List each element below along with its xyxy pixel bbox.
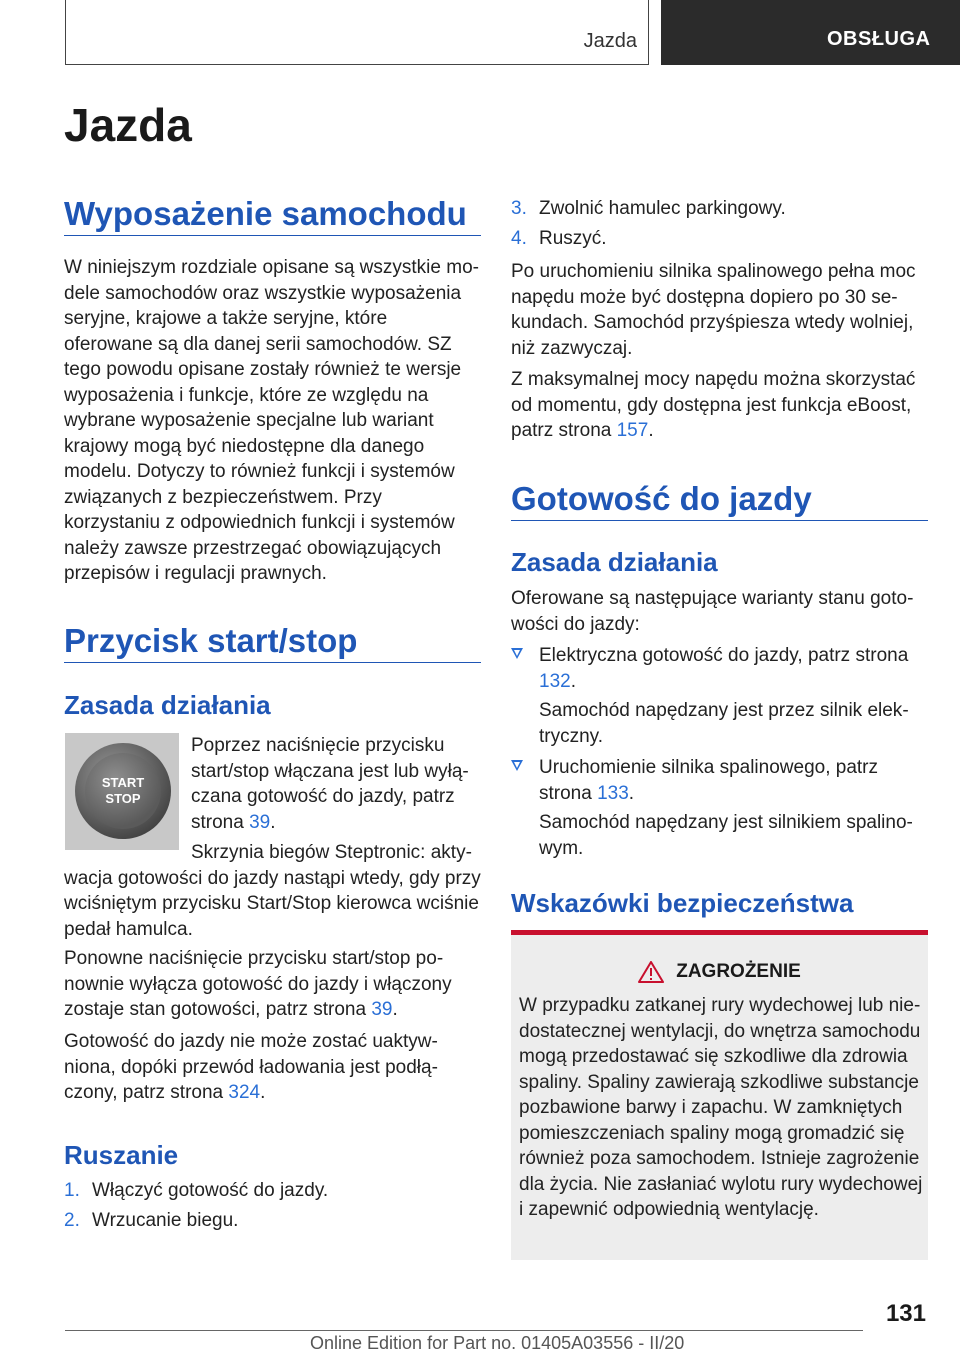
header-chapter-label: OBSŁUGA bbox=[827, 28, 931, 50]
footer-edition: Online Edition for Part no. 01405A03556 - II/20 bbox=[310, 1333, 685, 1353]
list-item bbox=[64, 1178, 481, 1204]
step-text: Włączyć gotowość do jazdy. bbox=[92, 1180, 329, 1201]
start-stop-paragraph-2: Skrzynia biegów Steptronic: aktywacja gotowości do jazdy nastąpi wtedy, gdy przy wciśniętym przycisku Start/Stop kierowca wciśnie pedał hamulca. bbox=[64, 842, 481, 940]
warning-text: W przypadku zatkanej rury wydechowej lub niedostatecznej wentylacji, do wnętrza samochodu mogą przedostawać się szkodliwe dla zdrowia spaliny. Spaliny zawierają szkodliwe substancje pozbawione barwy i zapachu. W zamkniętych pomieszczeniach spaliny mogą gromadzić się również poza samochodem. Istnieje zagrożenie dla życia. Nie zasłaniać wylotu rury wydechowej i zapewnić odpowiednią wentylację. bbox=[519, 995, 923, 1220]
warning-heading: ZAGROŻENIE bbox=[676, 961, 801, 982]
list-item bbox=[64, 1208, 481, 1234]
ready-intro: Oferowane są następujące warianty stanu gotowości do jazdy: bbox=[511, 588, 914, 635]
text: Uruchomienie silnika spalinowego, patrz strona bbox=[539, 757, 879, 804]
text: Gotowość do jazdy nie może zostać uaktywniona, dopóki przewód ładowania jest podłączony, patrz strona bbox=[64, 1031, 438, 1103]
heading-ready: Gotowość do jazdy bbox=[511, 480, 812, 517]
header-section-label: Jazda bbox=[583, 30, 637, 52]
item-subtext: Samochód napędzany jest przez silnik elektryczny. bbox=[539, 700, 909, 747]
text: . bbox=[628, 782, 635, 804]
list-item bbox=[511, 226, 928, 252]
list-item bbox=[511, 643, 928, 749]
text: Elektryczna gotowość do jazdy, patrz strona bbox=[539, 645, 909, 666]
step-text: Wrzucanie biegu. bbox=[92, 1209, 239, 1231]
button-label-stop: STOP bbox=[105, 791, 141, 806]
start-stop-paragraph-3 bbox=[64, 946, 483, 1023]
ready-variants-list bbox=[511, 643, 928, 865]
step-text: Zwolnić hamulec parkingowy. bbox=[539, 198, 786, 219]
heading-start-stop: Przycisk start/stop bbox=[64, 622, 358, 659]
text: . bbox=[570, 670, 576, 692]
heading-rule bbox=[511, 520, 928, 521]
page-title: Jazda bbox=[64, 99, 192, 151]
heading-rule bbox=[64, 662, 481, 663]
button-face bbox=[85, 753, 161, 829]
page-link[interactable]: 133 bbox=[597, 782, 629, 804]
page-number: 131 bbox=[885, 1300, 926, 1327]
page-link[interactable]: 39 bbox=[371, 999, 393, 1020]
steps-list-left bbox=[64, 1178, 481, 1237]
subheading-ruszanie: Ruszanie bbox=[64, 1140, 179, 1170]
text: Z maksymalnej mocy napędu można skorzystać od momentu, gdy dostępna jest funkcja eBoost, patrz strona bbox=[511, 369, 916, 441]
text: . bbox=[270, 811, 276, 833]
page-link[interactable]: 39 bbox=[249, 811, 271, 833]
page-link[interactable]: 324 bbox=[228, 1082, 261, 1103]
subheading-principle: Zasada działania bbox=[64, 690, 271, 720]
text: Ponowne naciśnięcie przycisku start/stop ponownie wyłącza gotowość do jazdy i włączony zostaje stan gotowości, patrz strona bbox=[64, 948, 452, 1020]
list-item bbox=[511, 755, 928, 861]
steps-list-right bbox=[511, 196, 928, 255]
item-subtext: Samochód napędzany jest silnikiem spalinowym. bbox=[539, 812, 913, 859]
item-text bbox=[539, 755, 928, 806]
step-number: 4. bbox=[511, 227, 527, 249]
triangle-bullet-icon bbox=[511, 760, 523, 771]
heading-rule bbox=[64, 235, 481, 236]
start-stop-paragraph-1 bbox=[191, 733, 483, 835]
warning-header bbox=[511, 961, 928, 983]
warning-triangle-icon bbox=[638, 961, 664, 983]
subheading-principle-2: Zasada działania bbox=[511, 547, 718, 577]
equipment-paragraph: W niniejszym rozdziale opisane są wszystkie modele samochodów oraz wszystkie wyposażenia seryjne, krajowe a także seryjne, które oferowane są dla danej serii samochodów. SZ tego powodu opisane zostały również te wersje wyposażenia i funkcje, które ze względu na wybrane wyposażenie specjalne lub wariant krajowy mogą być niedostępne dla danego modelu. Dotyczy to również funkcji i systemów związanych z bezpieczeństwem. Przy korzystaniu z odpowiednich funkcji i systemów należy zawsze przestrzegać obowiązujących przepisów i regulacji prawnych. bbox=[64, 257, 479, 584]
subheading-safety: Wskazówki bezpieczeństwa bbox=[511, 888, 854, 918]
button-label-start: START bbox=[101, 775, 145, 790]
ruszanie-paragraph-1: Po uruchomieniu silnika spalinowego pełna moc napędu może być dostępna dopiero po 30 sekundach. Samochód przyśpiesza wtedy wolniej, niż zazwyczaj. bbox=[511, 261, 916, 359]
heading-equipment: Wyposażenie samochodu bbox=[64, 195, 467, 232]
step-text: Ruszyć. bbox=[539, 227, 607, 249]
ruszanie-paragraph-2 bbox=[511, 367, 928, 444]
page-link[interactable]: 132 bbox=[539, 670, 571, 692]
triangle-bullet-icon bbox=[511, 648, 523, 659]
danger-warning-box bbox=[511, 930, 928, 1260]
start-stop-paragraph-4 bbox=[64, 1029, 483, 1106]
step-number: 3. bbox=[511, 198, 527, 219]
item-text bbox=[539, 643, 928, 694]
text: . bbox=[648, 420, 654, 441]
step-number: 2. bbox=[64, 1209, 80, 1231]
header-section-box bbox=[65, 0, 649, 65]
page-link[interactable]: 157 bbox=[616, 420, 649, 441]
start-stop-button-image bbox=[65, 733, 179, 850]
step-number: 1. bbox=[64, 1180, 80, 1201]
list-item bbox=[511, 196, 928, 222]
footer-rule bbox=[65, 1330, 863, 1331]
header-chapter-tab bbox=[661, 0, 960, 65]
text: Poprzez naciśnięcie przycisku start/stop włączana jest lub wyłączana gotowość do jazdy, patrz strona bbox=[191, 735, 469, 833]
text: . bbox=[260, 1082, 266, 1103]
text: . bbox=[392, 999, 398, 1020]
